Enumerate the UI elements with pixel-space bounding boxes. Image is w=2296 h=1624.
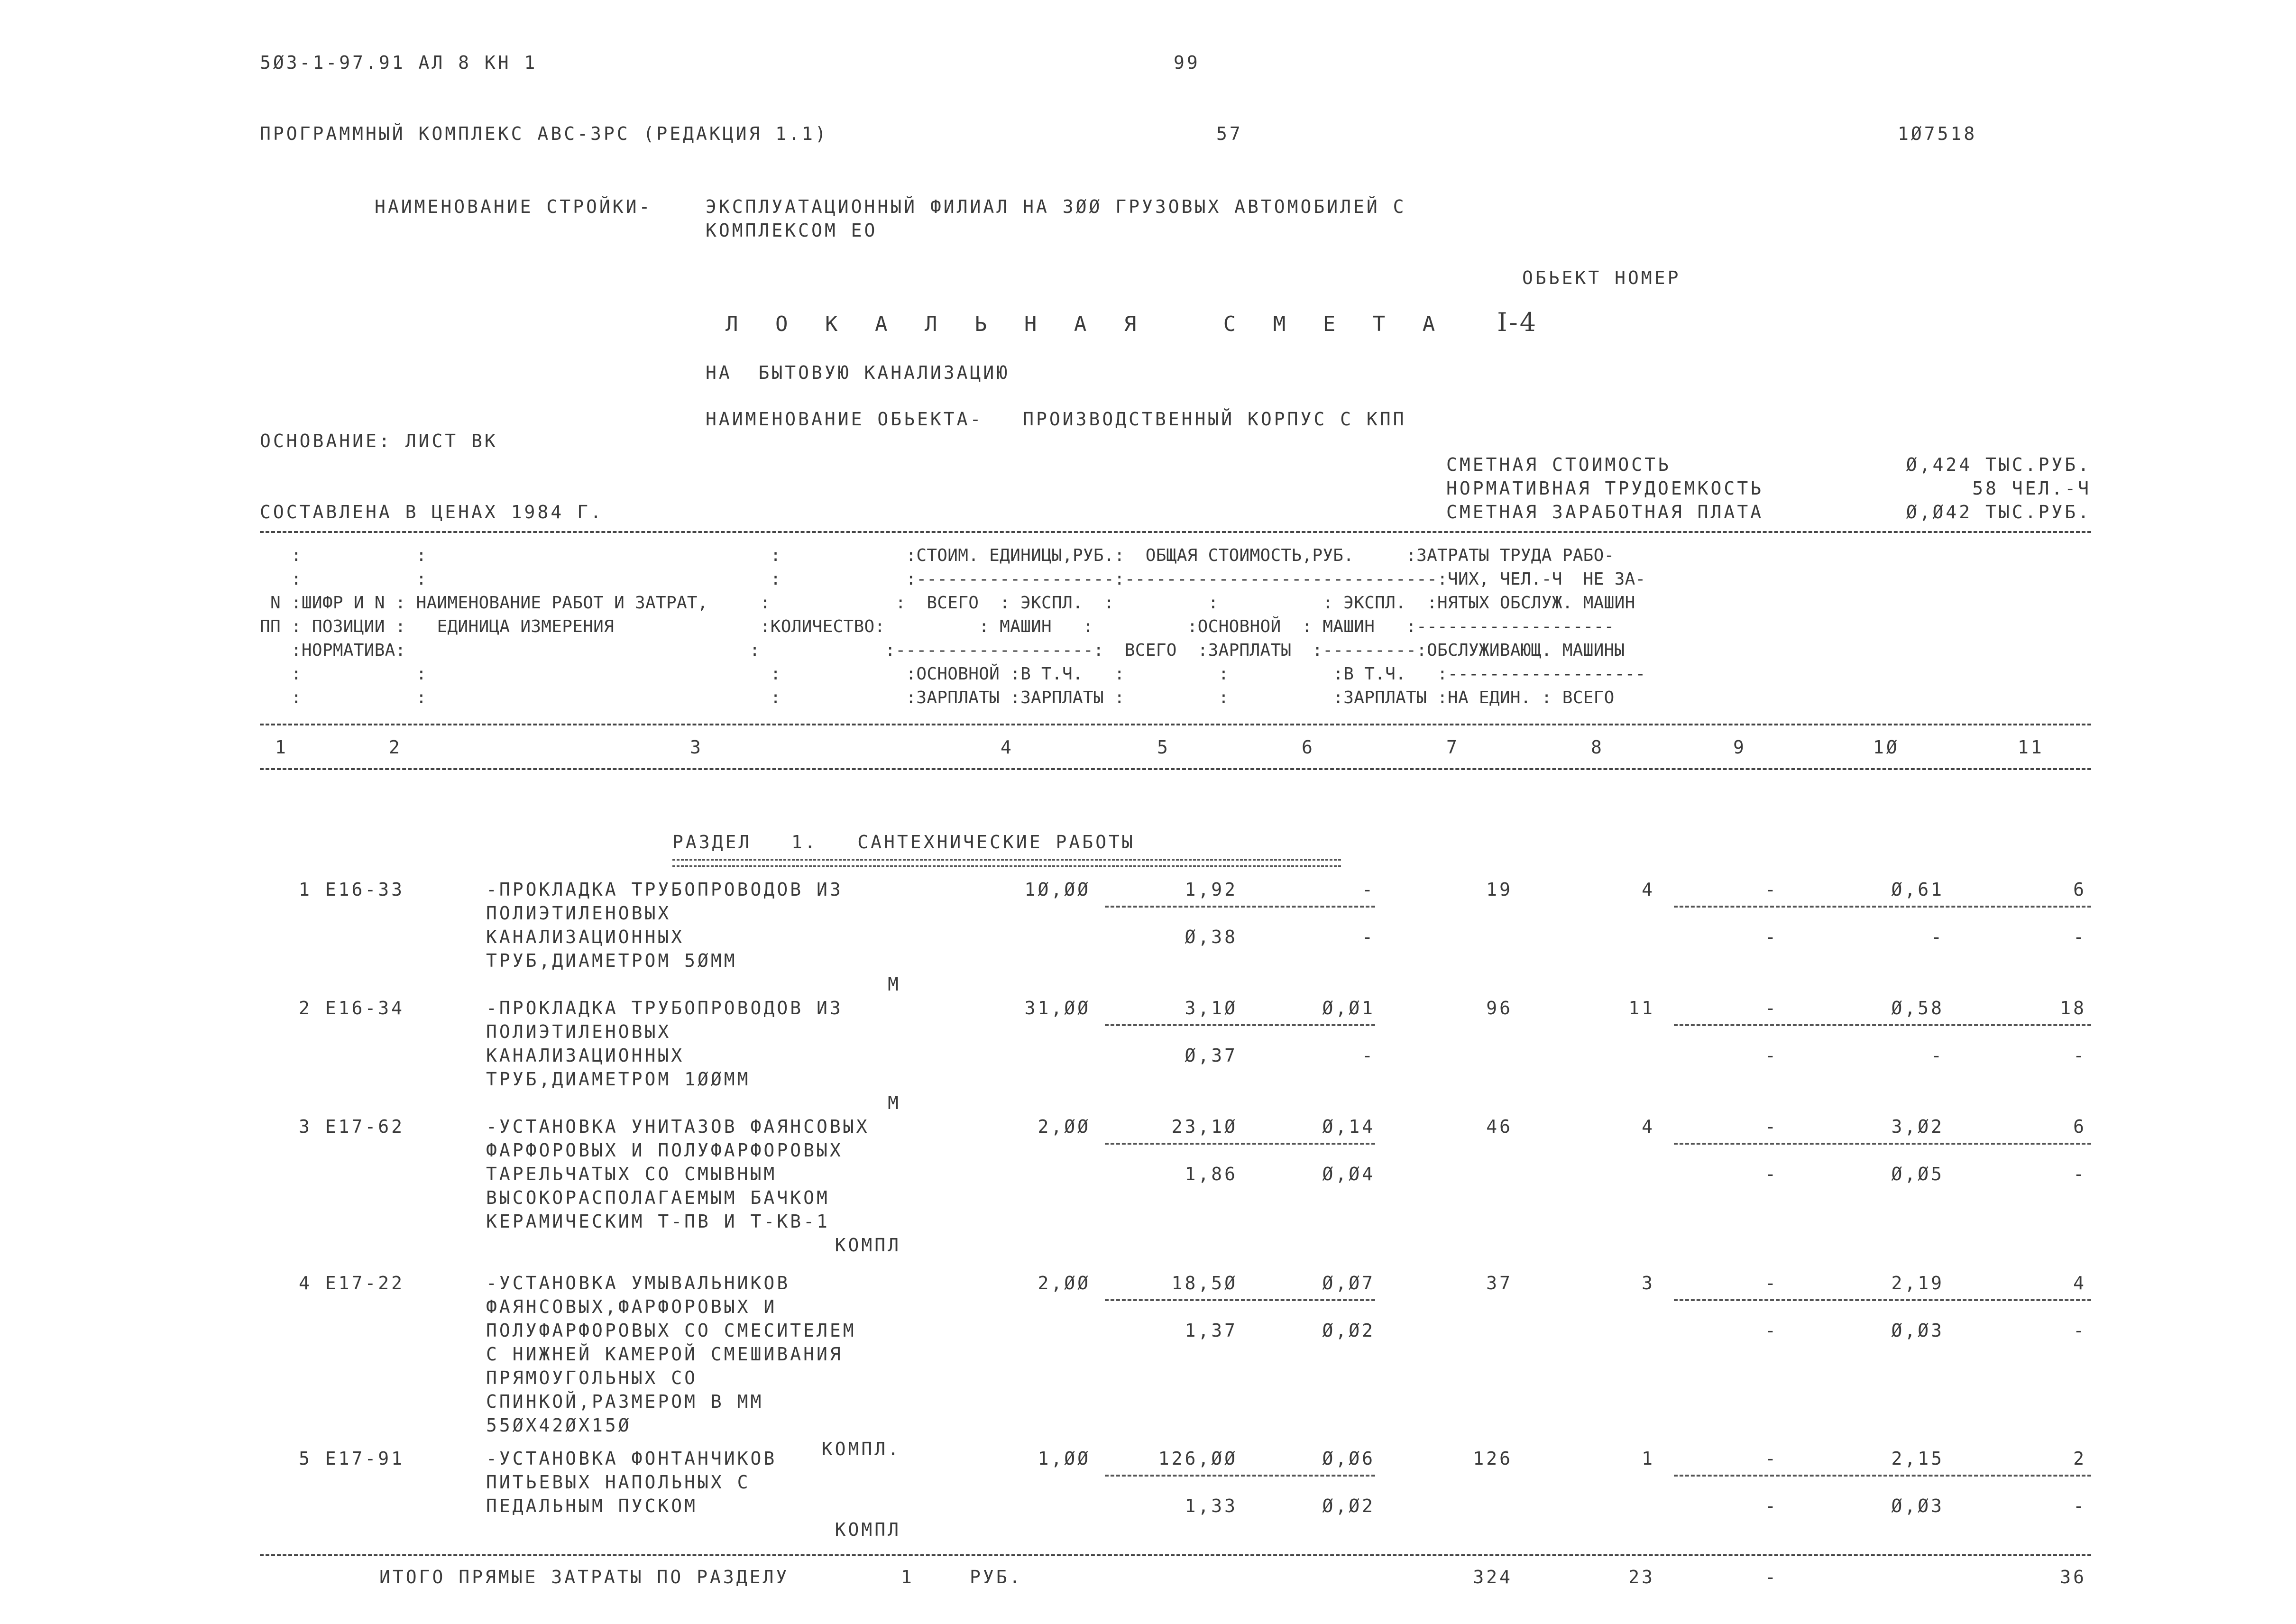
row-unit-total: 23,1Ø <box>1171 1116 1238 1137</box>
row-labor-machines-total: - <box>2073 1320 2086 1341</box>
row-description-line: СПИНКОЙ,РАЗМЕРОМ В ММ <box>486 1391 764 1412</box>
row-description-line: 55ØХ42ØХ15Ø <box>486 1415 632 1436</box>
row-divider <box>1674 1299 2091 1301</box>
cost-value: Ø,424 ТЫС.РУБ. <box>1906 454 2091 475</box>
row-labor-machines-per-unit: Ø,Ø3 <box>1891 1496 1944 1516</box>
row-description-line: ПЕДАЛЬНЫМ ПУСКОМ <box>486 1496 698 1516</box>
object-name: НАИМЕНОВАНИЕ ОБЬЕКТА- ПРОИЗВОДСТВЕННЫЙ КОРПУС С КПП <box>706 409 1406 430</box>
row-machines-cost: - <box>1765 998 1778 1018</box>
row-description-line: -УСТАНОВКА УМЫВАЛЬНИКОВ <box>486 1273 790 1294</box>
total-c7: 324 <box>1473 1567 1513 1587</box>
row-description-line: ТРУБ,ДИАМЕТРОМ 5ØММ <box>486 950 737 971</box>
row-quantity: 2,ØØ <box>1038 1116 1091 1137</box>
row-machines-wage: - <box>1765 1320 1778 1341</box>
object-number-label: ОБЬЕКТ НОМЕР <box>1522 267 1681 288</box>
row-code: 5 Е17-91 <box>299 1448 405 1469</box>
row-quantity: 1Ø,ØØ <box>1024 879 1091 900</box>
row-description-line: -УСТАНОВКА УНИТАЗОВ ФАЯНСОВЫХ <box>486 1116 870 1137</box>
row-labor-total: 4 <box>2073 1273 2086 1294</box>
row-labor-total: 18 <box>2060 998 2086 1018</box>
header-bottom-rule <box>260 768 2091 770</box>
col-number: 2 <box>389 737 402 758</box>
row-unit: М <box>888 1092 901 1113</box>
row-unit-wage-machines: Ø,Ø2 <box>1322 1496 1375 1516</box>
col-number: 11 <box>2018 737 2044 758</box>
row-labor-total: 6 <box>2073 1116 2086 1137</box>
row-total-cost: 126 <box>1473 1448 1513 1469</box>
row-unit-wage: 1,86 <box>1185 1164 1238 1184</box>
page-top-number: 99 <box>1174 52 1200 73</box>
row-description-line: ФАРФОРОВЫХ И ПОЛУФАРФОРОВЫХ <box>486 1140 843 1161</box>
row-unit-machines: Ø,Ø6 <box>1322 1448 1375 1469</box>
row-labor-machines-total: - <box>2073 1164 2086 1184</box>
table-header-line: : : : :СТОИМ. ЕДИНИЦЫ,РУБ.: ОБЩАЯ СТОИМОСТЬ,РУБ. :ЗАТРАТЫ ТРУДА РАБО- <box>260 546 1615 565</box>
document-title-number: I-4 <box>1497 307 1538 337</box>
row-description-line: ТРУБ,ДИАМЕТРОМ 1ØØММ <box>486 1069 751 1090</box>
row-unit-total: 126,ØØ <box>1158 1448 1238 1469</box>
row-unit: КОМПЛ. <box>821 1439 901 1459</box>
row-total-cost: 19 <box>1486 879 1513 900</box>
col-number: 7 <box>1446 737 1460 758</box>
row-quantity: 2,ØØ <box>1038 1273 1091 1294</box>
section-underline <box>672 859 1341 867</box>
header-mid-rule <box>260 724 2091 725</box>
row-divider <box>1674 906 2091 908</box>
row-description-line: -ПРОКЛАДКА ТРУБОПРОВОДОВ ИЗ <box>486 879 843 900</box>
row-description-line: ТАРЕЛЬЧАТЫХ СО СМЫВНЫМ <box>486 1164 777 1184</box>
table-header-line: N :ШИФР И N : НАИМЕНОВАНИЕ РАБОТ И ЗАТРАТ, : : ВСЕГО : ЭКСПЛ. : : : ЭКСПЛ. :НЯТЫХ ОБСЛУЖ. МАШИН <box>260 593 1635 613</box>
row-unit-wage-machines: - <box>1362 1045 1375 1066</box>
table-header-line: :НОРМАТИВА: : :-------------------: ВСЕГО :ЗАРПЛАТЫ :---------:ОБСЛУЖИВАЮЩ. МАШИНЫ <box>260 641 1625 660</box>
row-code: 3 Е17-62 <box>299 1116 405 1137</box>
row-base-wage: 4 <box>1642 1116 1655 1137</box>
row-unit-total: 3,1Ø <box>1185 998 1238 1018</box>
row-machines-wage: - <box>1765 1164 1778 1184</box>
row-labor-per-unit: 2,15 <box>1891 1448 1944 1469</box>
row-total-cost: 37 <box>1486 1273 1513 1294</box>
row-labor-total: 6 <box>2073 879 2086 900</box>
row-divider <box>1674 1024 2091 1026</box>
total-label: ИТОГО ПРЯМЫЕ ЗАТРАТЫ ПО РАЗДЕЛУ <box>379 1567 790 1587</box>
basis: ОСНОВАНИЕ: ЛИСТ ВК <box>260 431 498 451</box>
row-divider <box>1105 906 1375 908</box>
col-number: 6 <box>1302 737 1315 758</box>
row-unit-wage: 1,37 <box>1185 1320 1238 1341</box>
row-code: 4 Е17-22 <box>299 1273 405 1294</box>
row-labor-machines-per-unit: Ø,Ø3 <box>1891 1320 1944 1341</box>
row-description-line: КАНАЛИЗАЦИОННЫХ <box>486 1045 685 1066</box>
row-machines-wage: - <box>1765 1496 1778 1516</box>
row-labor-per-unit: Ø,58 <box>1891 998 1944 1018</box>
row-description-line: ПОЛИЭТИЛЕНОВЫХ <box>486 1021 671 1042</box>
row-description-line: КАНАЛИЗАЦИОННЫХ <box>486 927 685 947</box>
total-c8: 23 <box>1628 1567 1655 1587</box>
row-unit: КОМПЛ <box>835 1519 901 1540</box>
document-subtitle: НА БЫТОВУЮ КАНАЛИЗАЦИЮ <box>706 362 1010 383</box>
labor-label: НОРМАТИВНАЯ ТРУДОЕМКОСТЬ <box>1446 478 1764 499</box>
row-divider <box>1674 1143 2091 1145</box>
row-machines-cost: - <box>1765 1273 1778 1294</box>
row-description-line: ПОЛУФАРФОРОВЫХ СО СМЕСИТЕЛЕМ <box>486 1320 856 1341</box>
row-base-wage: 1 <box>1642 1448 1655 1469</box>
row-labor-machines-total: - <box>2073 927 2086 947</box>
row-base-wage: 3 <box>1642 1273 1655 1294</box>
row-base-wage: 4 <box>1642 879 1655 900</box>
page-number: 57 <box>1216 123 1243 144</box>
row-description-line: КЕРАМИЧЕСКИМ Т-ПВ И Т-КВ-1 <box>486 1211 830 1232</box>
col-number: 8 <box>1591 737 1604 758</box>
col-number: 1Ø <box>1873 737 1900 758</box>
labor-value: 58 ЧЕЛ.-Ч <box>1972 478 2091 499</box>
row-labor-machines-per-unit: Ø,Ø5 <box>1891 1164 1944 1184</box>
row-labor-per-unit: 2,19 <box>1891 1273 1944 1294</box>
row-machines-wage: - <box>1765 1045 1778 1066</box>
row-description-line: С НИЖНЕЙ КАМЕРОЙ СМЕШИВАНИЯ <box>486 1344 843 1365</box>
row-description-line: -УСТАНОВКА ФОНТАНЧИКОВ <box>486 1448 777 1469</box>
row-description-line: ВЫСОКОРАСПОЛАГАЕМЫМ БАЧКОМ <box>486 1187 830 1208</box>
row-divider <box>1674 1475 2091 1477</box>
col-number: 9 <box>1733 737 1746 758</box>
row-divider <box>1105 1143 1375 1145</box>
row-unit-machines: - <box>1362 879 1375 900</box>
row-code: 2 Е16-34 <box>299 998 405 1018</box>
document-title: Л О К А Л Ь Н А Я С М Е Т А I-4 <box>726 307 1538 337</box>
row-unit-machines: Ø,Ø7 <box>1322 1273 1375 1294</box>
row-machines-cost: - <box>1765 879 1778 900</box>
row-total-cost: 46 <box>1486 1116 1513 1137</box>
total-c9: - <box>1765 1567 1778 1587</box>
code-right: 1Ø7518 <box>1898 123 1977 144</box>
doc-code: 5Ø3-1-97.91 АЛ 8 КН 1 <box>260 52 538 73</box>
row-unit-wage-machines: Ø,Ø2 <box>1322 1320 1375 1341</box>
total-section-no: 1 <box>901 1567 914 1587</box>
row-labor-machines-total: - <box>2073 1045 2086 1066</box>
row-total-cost: 96 <box>1486 998 1513 1018</box>
row-base-wage: 11 <box>1628 998 1655 1018</box>
row-labor-machines-total: - <box>2073 1496 2086 1516</box>
row-unit-wage: 1,33 <box>1185 1496 1238 1516</box>
col-number: 3 <box>690 737 703 758</box>
row-labor-machines-per-unit: - <box>1931 927 1944 947</box>
row-unit-machines: Ø,Ø1 <box>1322 998 1375 1018</box>
header-top-rule <box>260 531 2091 533</box>
table-header-line: ПП : ПОЗИЦИИ : ЕДИНИЦА ИЗМЕРЕНИЯ :КОЛИЧЕСТВО: : МАШИН : :ОСНОВНОЙ : МАШИН :------------------- <box>260 617 1615 636</box>
total-top-rule <box>260 1554 2091 1556</box>
total-c11: 36 <box>2060 1567 2086 1587</box>
row-description-line: ПИТЬЕВЫХ НАПОЛЬНЫХ С <box>486 1472 751 1493</box>
construction-name-label: НАИМЕНОВАНИЕ СТРОЙКИ- <box>375 196 652 217</box>
row-quantity: 1,ØØ <box>1038 1448 1091 1469</box>
row-divider <box>1105 1024 1375 1026</box>
table-header-line: : : : :ЗАРПЛАТЫ :ЗАРПЛАТЫ : : :ЗАРПЛАТЫ :НА ЕДИН. : ВСЕГО <box>260 688 1615 707</box>
prices-basis: СОСТАВЛЕНА В ЦЕНАХ 1984 Г. <box>260 502 604 523</box>
row-machines-wage: - <box>1765 927 1778 947</box>
row-machines-cost: - <box>1765 1116 1778 1137</box>
table-header-line: : : : :-------------------:------------------------------:ЧИХ, ЧЕЛ.-Ч НЕ ЗА- <box>260 569 1646 589</box>
total-unit: РУБ. <box>970 1567 1023 1587</box>
row-unit-wage: Ø,38 <box>1185 927 1238 947</box>
table-header-line: : : : :ОСНОВНОЙ :В Т.Ч. : : :В Т.Ч. :------------------- <box>260 664 1646 684</box>
row-labor-per-unit: 3,Ø2 <box>1891 1116 1944 1137</box>
row-description-line: ПОЛИЭТИЛЕНОВЫХ <box>486 903 671 924</box>
program-name: ПРОГРАММНЫЙ КОМПЛЕКС АВС-3РС (РЕДАКЦИЯ 1.1) <box>260 123 828 144</box>
row-unit-wage: Ø,37 <box>1185 1045 1238 1066</box>
row-labor-machines-per-unit: - <box>1931 1045 1944 1066</box>
row-labor-per-unit: Ø,61 <box>1891 879 1944 900</box>
col-number: 1 <box>275 737 288 758</box>
cost-label: СМЕТНАЯ СТОИМОСТЬ <box>1446 454 1671 475</box>
row-code: 1 Е16-33 <box>299 879 405 900</box>
row-machines-cost: - <box>1765 1448 1778 1469</box>
col-number: 4 <box>1001 737 1014 758</box>
construction-name-line2: КОМПЛЕКСОМ ЕО <box>706 220 878 241</box>
section-title: РАЗДЕЛ 1. САНТЕХНИЧЕСКИЕ РАБОТЫ <box>672 832 1135 853</box>
row-unit: М <box>888 974 901 995</box>
row-unit-machines: Ø,14 <box>1322 1116 1375 1137</box>
row-unit-wage-machines: - <box>1362 927 1375 947</box>
col-number: 5 <box>1157 737 1170 758</box>
row-labor-total: 2 <box>2073 1448 2086 1469</box>
row-divider <box>1105 1299 1375 1301</box>
row-unit-total: 18,5Ø <box>1171 1273 1238 1294</box>
construction-name-line1: ЭКСПЛУАТАЦИОННЫЙ ФИЛИАЛ НА 3ØØ ГРУЗОВЫХ АВТОМОБИЛЕЙ С <box>706 196 1406 217</box>
row-unit: КОМПЛ <box>835 1235 901 1256</box>
wage-value: Ø,Ø42 ТЫС.РУБ. <box>1906 502 2091 523</box>
row-description-line: ПРЯМОУГОЛЬНЫХ СО <box>486 1367 698 1388</box>
row-description-line: ФАЯНСОВЫХ,ФАРФОРОВЫХ И <box>486 1296 777 1317</box>
row-divider <box>1105 1475 1375 1477</box>
row-description-line: -ПРОКЛАДКА ТРУБОПРОВОДОВ ИЗ <box>486 998 843 1018</box>
row-unit-total: 1,92 <box>1185 879 1238 900</box>
wage-label: СМЕТНАЯ ЗАРАБОТНАЯ ПЛАТА <box>1446 502 1764 523</box>
row-quantity: 31,ØØ <box>1024 998 1091 1018</box>
row-unit-wage-machines: Ø,Ø4 <box>1322 1164 1375 1184</box>
